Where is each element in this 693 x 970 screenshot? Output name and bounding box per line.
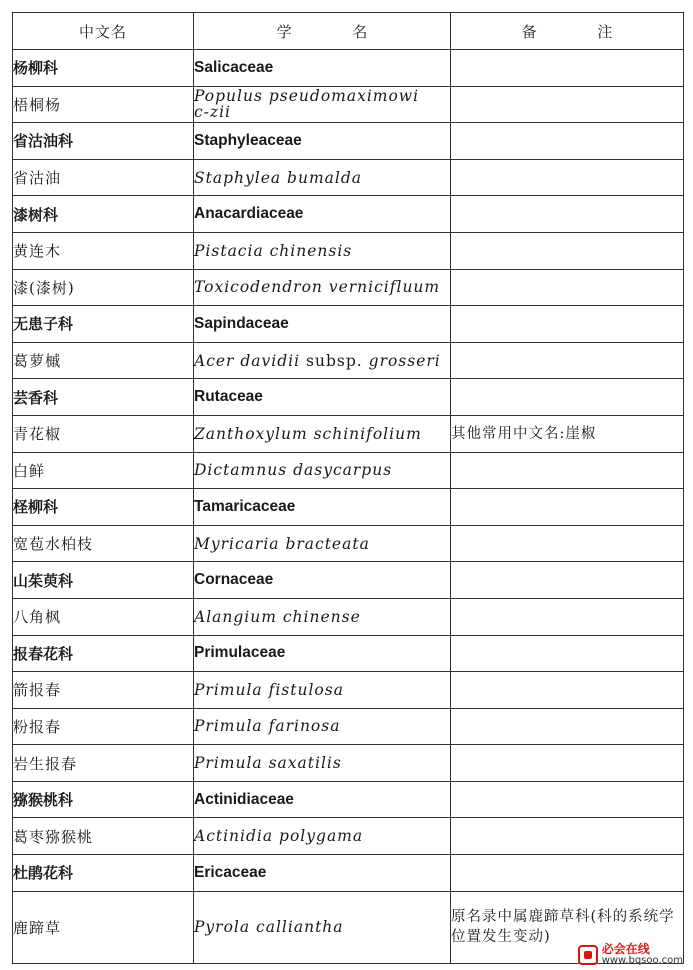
family-row (13, 855, 684, 892)
family-row (13, 562, 684, 599)
site-logo-icon (578, 945, 598, 965)
note-cell (451, 452, 684, 489)
watermark-name: 必会在线 (601, 942, 650, 956)
note-cell (451, 269, 684, 306)
note-cell (451, 598, 684, 635)
note-cell (451, 672, 684, 709)
family-row (13, 196, 684, 233)
family-scientific-name: Tamaricaceae (194, 489, 451, 526)
family-chinese-name: 杜鹃花科 (13, 855, 194, 892)
species-chinese-name: 黄连木 (13, 232, 194, 269)
note-cell (451, 342, 684, 379)
note-cell (451, 818, 684, 855)
family-scientific-name: Rutaceae (194, 379, 451, 416)
family-row (13, 123, 684, 160)
family-chinese-name: 芸香科 (13, 379, 194, 416)
watermark-url: www.bqsoo.com (601, 955, 683, 966)
species-scientific-name: Pyrola calliantha (194, 891, 451, 963)
note-cell (451, 196, 684, 233)
family-chinese-name: 柽柳科 (13, 489, 194, 526)
family-scientific-name: Primulaceae (194, 635, 451, 672)
species-scientific-name: Primula fistulosa (194, 672, 451, 709)
species-chinese-name: 八角枫 (13, 598, 194, 635)
note-cell (451, 306, 684, 343)
family-chinese-name: 报春花科 (13, 635, 194, 672)
species-row (13, 415, 684, 452)
family-row (13, 489, 684, 526)
family-row (13, 306, 684, 343)
species-chinese-name: 宽苞水柏枝 (13, 525, 194, 562)
species-scientific-name: Pistacia chinensis (194, 232, 451, 269)
family-chinese-name: 无患子科 (13, 306, 194, 343)
species-row (13, 159, 684, 196)
header-note: 备 注 (451, 13, 684, 50)
species-scientific-name: Primula farinosa (194, 708, 451, 745)
family-row (13, 50, 684, 87)
note-cell (451, 50, 684, 87)
family-scientific-name: Anacardiaceae (194, 196, 451, 233)
species-row (13, 232, 684, 269)
note-cell (451, 708, 684, 745)
note-cell (451, 86, 684, 123)
species-chinese-name: 漆(漆树) (13, 269, 194, 306)
species-row (13, 525, 684, 562)
note-cell (451, 562, 684, 599)
species-scientific-name: Staphylea bumalda (194, 159, 451, 196)
family-chinese-name: 猕猴桃科 (13, 781, 194, 818)
species-row (13, 598, 684, 635)
species-row (13, 708, 684, 745)
species-scientific-name: Populus pseudomaximowic-zii (194, 86, 451, 123)
species-row (13, 452, 684, 489)
species-scientific-name: Dictamnus dasycarpus (194, 452, 451, 489)
note-cell: 其他常用中文名:崖椒 (451, 415, 684, 452)
species-chinese-name: 葛萝槭 (13, 342, 194, 379)
family-row (13, 379, 684, 416)
species-chinese-name: 鹿蹄草 (13, 891, 194, 963)
family-chinese-name: 山茱萸科 (13, 562, 194, 599)
note-cell (451, 525, 684, 562)
note-cell (451, 159, 684, 196)
note-cell (451, 489, 684, 526)
note-cell (451, 745, 684, 782)
species-scientific-name: Primula saxatilis (194, 745, 451, 782)
species-chinese-name: 白鲜 (13, 452, 194, 489)
table-header-row (13, 13, 684, 50)
header-scientific-name: 学 名 (194, 13, 451, 50)
note-cell (451, 855, 684, 892)
family-chinese-name: 漆树科 (13, 196, 194, 233)
species-row (13, 86, 684, 123)
family-scientific-name: Actinidiaceae (194, 781, 451, 818)
species-chinese-name: 省沽油 (13, 159, 194, 196)
note-cell (451, 232, 684, 269)
family-scientific-name: Sapindaceae (194, 306, 451, 343)
family-row (13, 635, 684, 672)
note-cell (451, 635, 684, 672)
species-row (13, 745, 684, 782)
family-scientific-name: Salicaceae (194, 50, 451, 87)
species-chinese-name: 葛枣猕猴桃 (13, 818, 194, 855)
note-cell (451, 379, 684, 416)
species-row (13, 672, 684, 709)
family-scientific-name: Cornaceae (194, 562, 451, 599)
species-row (13, 818, 684, 855)
species-table (12, 12, 684, 964)
species-chinese-name: 岩生报春 (13, 745, 194, 782)
species-scientific-name: Actinidia polygama (194, 818, 451, 855)
note-cell (451, 123, 684, 160)
species-scientific-name: Toxicodendron vernicifluum (194, 269, 451, 306)
note-cell: 原名录中属鹿蹄草科(科的系统学位置发生变动) (451, 891, 684, 963)
family-row (13, 781, 684, 818)
species-scientific-name: Alangium chinense (194, 598, 451, 635)
species-chinese-name: 梧桐杨 (13, 86, 194, 123)
species-scientific-name: Myricaria bracteata (194, 525, 451, 562)
species-scientific-name: Zanthoxylum schinifolium (194, 415, 451, 452)
species-scientific-name: Acer davidii subsp. grosseri (194, 342, 451, 379)
family-scientific-name: Staphyleaceae (194, 123, 451, 160)
note-cell (451, 781, 684, 818)
family-chinese-name: 杨柳科 (13, 50, 194, 87)
species-row (13, 342, 684, 379)
species-chinese-name: 粉报春 (13, 708, 194, 745)
watermark (578, 942, 683, 968)
species-row (13, 269, 684, 306)
family-scientific-name: Ericaceae (194, 855, 451, 892)
species-chinese-name: 青花椒 (13, 415, 194, 452)
species-chinese-name: 箭报春 (13, 672, 194, 709)
header-chinese-name: 中文名 (13, 13, 194, 50)
family-chinese-name: 省沽油科 (13, 123, 194, 160)
